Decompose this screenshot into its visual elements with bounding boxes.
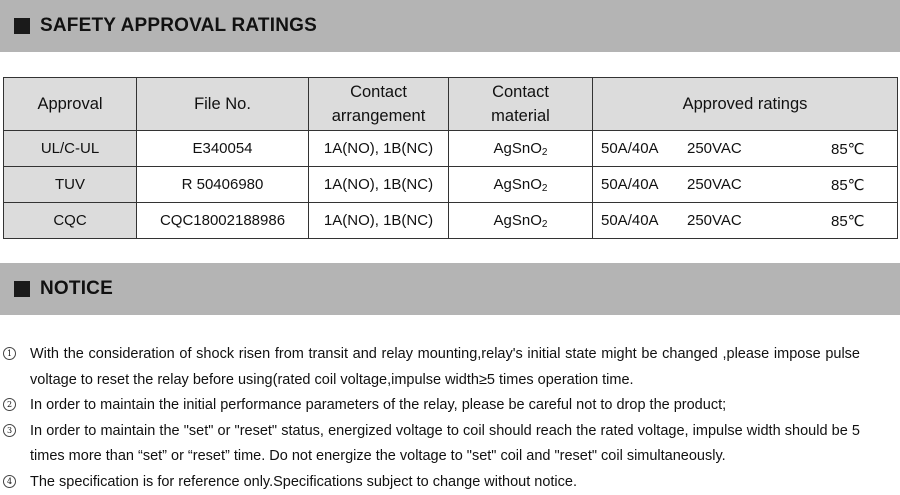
- circled-number-icon: 1: [3, 347, 16, 360]
- material-text: AgSnO: [494, 212, 542, 229]
- notice-text: The specification is for reference only.Specifications subject to change without notice.: [30, 470, 860, 495]
- header-contact-material: [449, 78, 593, 131]
- section-title: SAFETY APPROVAL RATINGS: [40, 15, 317, 37]
- list-item: [0, 470, 900, 495]
- square-bullet-icon: [14, 281, 30, 297]
- notice-list: [0, 342, 900, 495]
- approval-cell: UL/C-UL: [4, 131, 137, 167]
- header-approval: Approval: [4, 78, 137, 131]
- header-text: Contact: [492, 83, 549, 101]
- circled-number-icon: 4: [3, 475, 16, 488]
- material-text: AgSnO: [494, 140, 542, 157]
- ratings-cell: [593, 203, 898, 239]
- material-text: AgSnO: [494, 176, 542, 193]
- table-row: [4, 131, 898, 167]
- notice-header: [0, 263, 900, 315]
- header-text: arrangement: [332, 107, 426, 125]
- voltage-rating: 250VAC: [687, 140, 831, 157]
- list-item: [0, 419, 900, 470]
- ratings-cell: [593, 167, 898, 203]
- header-contact-arrangement: [309, 78, 449, 131]
- file-no-cell: R 50406980: [137, 167, 309, 203]
- circled-number-icon: 3: [3, 424, 16, 437]
- safety-ratings-table: [3, 77, 898, 239]
- file-no-cell: E340054: [137, 131, 309, 167]
- notice-text: With the consideration of shock risen from transit and relay mounting,relay's initial state might be changed ,please impose pulse voltage to reset the relay before using(rated coil voltage,impulse width≥5 times operation time.: [30, 342, 860, 393]
- list-item: [0, 393, 900, 419]
- current-rating: 50A/40A: [601, 212, 687, 229]
- voltage-rating: 250VAC: [687, 212, 831, 229]
- material-cell: [449, 131, 593, 167]
- table-row: [4, 167, 898, 203]
- material-subscript: 2: [542, 147, 548, 158]
- arrangement-cell: 1A(NO), 1B(NC): [309, 131, 449, 167]
- temperature-rating: 85℃: [831, 176, 897, 194]
- material-subscript: 2: [542, 183, 548, 194]
- material-cell: [449, 167, 593, 203]
- square-bullet-icon: [14, 18, 30, 34]
- safety-approval-header: [0, 0, 900, 52]
- voltage-rating: 250VAC: [687, 176, 831, 193]
- temperature-rating: 85℃: [831, 212, 897, 230]
- table-header-row: [4, 78, 898, 131]
- table-row: [4, 203, 898, 239]
- ratings-cell: [593, 131, 898, 167]
- file-no-cell: CQC18002188986: [137, 203, 309, 239]
- approval-cell: CQC: [4, 203, 137, 239]
- approval-cell: TUV: [4, 167, 137, 203]
- material-subscript: 2: [542, 219, 548, 230]
- current-rating: 50A/40A: [601, 140, 687, 157]
- notice-text: In order to maintain the initial performance parameters of the relay, please be careful not to drop the product;: [30, 393, 860, 419]
- current-rating: 50A/40A: [601, 176, 687, 193]
- header-text: material: [491, 107, 550, 125]
- arrangement-cell: 1A(NO), 1B(NC): [309, 203, 449, 239]
- arrangement-cell: 1A(NO), 1B(NC): [309, 167, 449, 203]
- header-file-no: File No.: [137, 78, 309, 131]
- header-text: Contact: [350, 83, 407, 101]
- section-title: NOTICE: [40, 278, 113, 300]
- circled-number-icon: 2: [3, 398, 16, 411]
- temperature-rating: 85℃: [831, 140, 897, 158]
- material-cell: [449, 203, 593, 239]
- header-approved-ratings: Approved ratings: [593, 78, 898, 131]
- notice-text: In order to maintain the "set" or "reset" status, energized voltage to coil should reach the rated voltage, impulse width should be 5 times more than “set” or “reset” time. Do not energize the voltage to "set" coil and "reset" coil simultaneously.: [30, 419, 860, 470]
- list-item: [0, 342, 900, 393]
